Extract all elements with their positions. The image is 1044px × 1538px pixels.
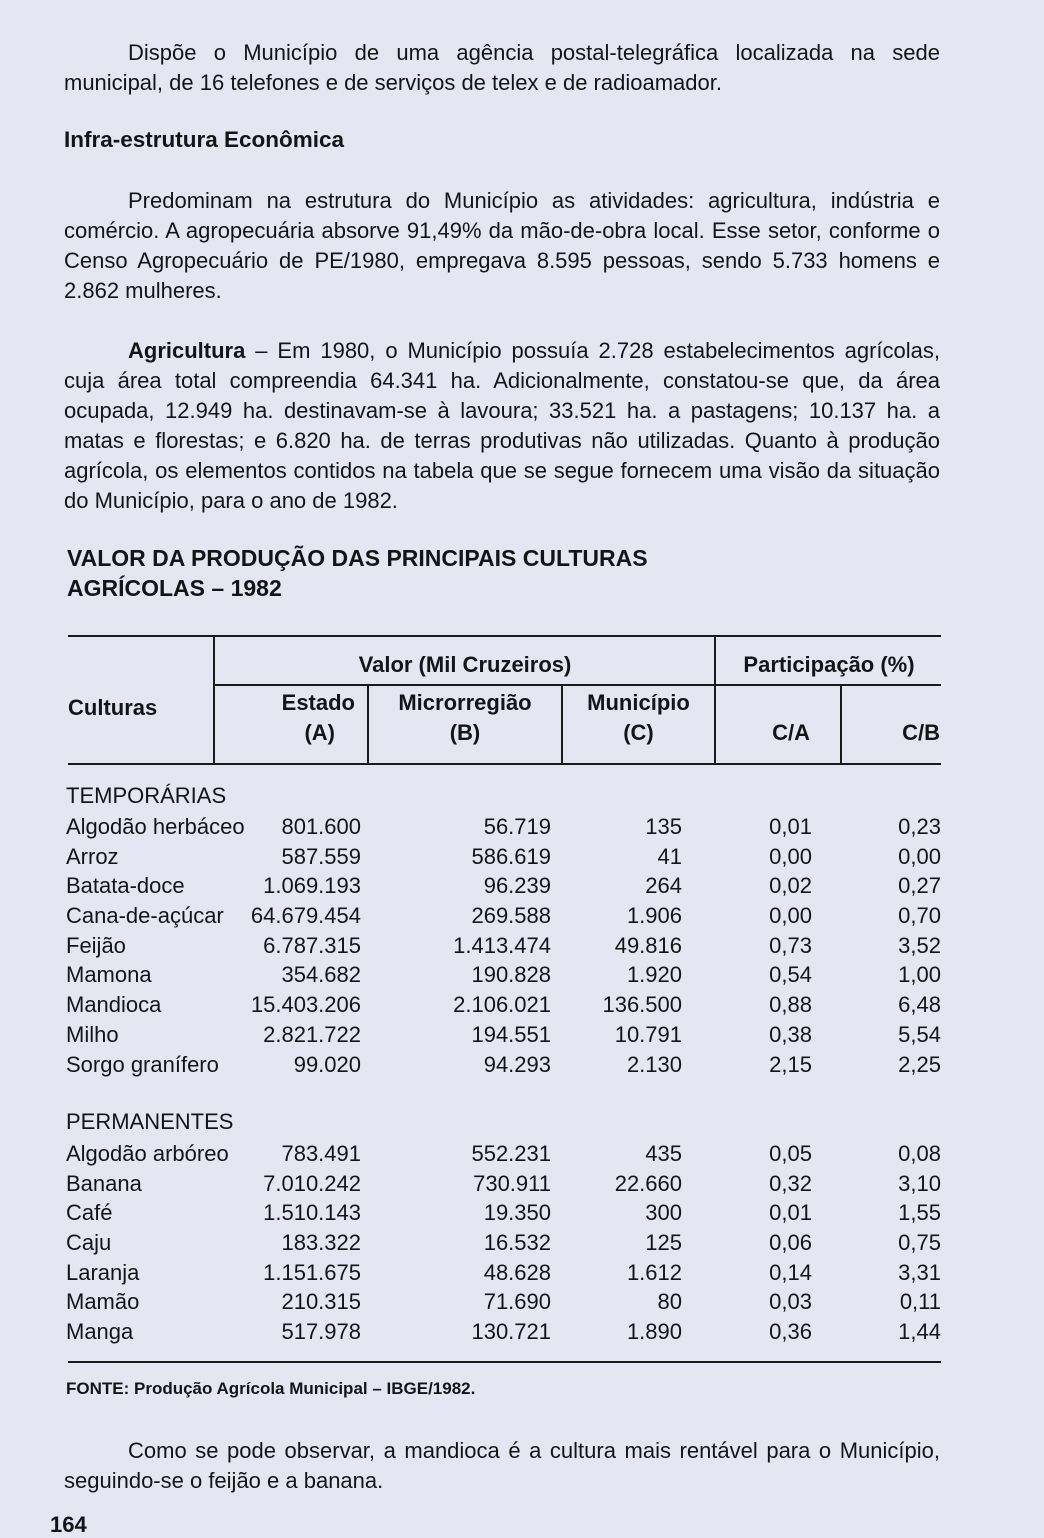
cell-municipio: 125 xyxy=(645,1230,682,1256)
cell-municipio: 136.500 xyxy=(602,992,682,1018)
agriculture-text: – Em 1980, o Município possuía 2.728 estabelecimentos agrícolas, cuja área total compreendia 64.341 ha. Adicionalmente, constatou-se que, da área ocupada, 12.949 ha. destinavam-se à lavoura; 33.521 ha. a pastagens; 10.137 ha. a matas e florestas; e 6.820 ha. de terras produtivas não utilizadas. Quanto à produção agrícola, os elementos contidos na tabela que se segue fornecem uma visão da situação do Município, para o ano de 1982. xyxy=(64,338,940,513)
cell-cb: 0,27 xyxy=(898,873,941,899)
cell-cultura: Cana-de-açúcar xyxy=(66,903,224,929)
cell-cb: 1,00 xyxy=(898,962,941,988)
cell-municipio: 2.130 xyxy=(626,1051,682,1077)
cell-estado: 1.151.675 xyxy=(263,1259,361,1285)
cell-micro: 552.231 xyxy=(471,1141,551,1166)
cell-estado: 801.600 xyxy=(281,814,361,839)
cell-municipio: 1.920 xyxy=(626,962,682,988)
table-row xyxy=(0,1139,1044,1169)
cell-micro: 94.293 xyxy=(483,1051,551,1077)
cell-cultura: Feijão xyxy=(66,932,126,958)
closing-paragraph xyxy=(64,1436,940,1496)
cell-cultura: Mandioca xyxy=(66,992,162,1018)
cell-estado: 99.020 xyxy=(293,1051,361,1077)
intro-paragraph xyxy=(64,38,940,98)
table-row xyxy=(0,1287,1044,1317)
cell-estado: 354.682 xyxy=(281,962,361,988)
header-ca: C/A xyxy=(772,720,810,745)
cell-micro: 2.106.021 xyxy=(453,992,551,1018)
cell-estado: 1.069.193 xyxy=(263,873,361,899)
cell-micro: 56.719 xyxy=(483,814,551,839)
economy-paragraph xyxy=(64,186,940,306)
section-heading: Infra-estrutura Econômica xyxy=(64,127,345,152)
cell-municipio: 1.890 xyxy=(626,1319,682,1345)
cell-cultura: Batata-doce xyxy=(66,873,185,899)
cell-estado: 7.010.242 xyxy=(263,1170,361,1196)
cell-micro: 19.350 xyxy=(483,1200,551,1226)
cell-cb: 0,00 xyxy=(898,843,941,869)
table-row xyxy=(0,1228,1044,1258)
table-row xyxy=(0,931,1044,961)
table-row xyxy=(0,990,1044,1020)
cell-micro: 190.828 xyxy=(471,962,551,988)
cell-cb: 2,25 xyxy=(898,1051,941,1077)
agriculture-lead: Agricultura xyxy=(128,338,246,363)
table-row xyxy=(0,842,1044,872)
cell-cultura: Algodão herbáceo xyxy=(66,814,245,839)
cell-municipio: 1.906 xyxy=(626,903,682,929)
cell-ca: 2,15 xyxy=(769,1051,812,1077)
cell-ca: 0,32 xyxy=(769,1170,812,1196)
table-row xyxy=(0,901,1044,931)
cell-cb: 1,55 xyxy=(898,1200,941,1226)
table-top-rule xyxy=(68,635,941,637)
cell-cb: 0,70 xyxy=(898,903,941,929)
cell-cultura: Café xyxy=(66,1200,113,1226)
table-row xyxy=(0,1020,1044,1050)
cell-cb: 0,08 xyxy=(898,1141,941,1166)
cell-cultura: Caju xyxy=(66,1230,112,1256)
cell-cultura: Algodão arbóreo xyxy=(66,1141,229,1166)
header-microrregiao-label: Microrregião xyxy=(398,690,532,715)
cell-ca: 0,73 xyxy=(769,932,812,958)
agriculture-paragraph xyxy=(64,336,940,516)
cell-cb: 3,31 xyxy=(898,1259,941,1285)
cell-micro: 730.911 xyxy=(473,1170,551,1196)
cell-cb: 1,44 xyxy=(898,1319,941,1345)
cell-municipio: 135 xyxy=(645,814,682,839)
cell-municipio: 49.816 xyxy=(614,932,682,958)
cell-municipio: 80 xyxy=(657,1289,682,1315)
intro-paragraph-text: Dispõe o Município de uma agência postal-telegráfica localizada na sede municipal, de 16 telefones e de serviços de telex e de radioamador. xyxy=(64,40,940,95)
cell-cb: 0,11 xyxy=(899,1289,941,1315)
temporarias-rows xyxy=(0,812,1044,1079)
cell-micro: 130.721 xyxy=(471,1319,551,1345)
cell-estado: 783.491 xyxy=(281,1141,361,1166)
table-row xyxy=(0,812,1044,842)
cell-ca: 0,88 xyxy=(769,992,812,1018)
section-permanentes: PERMANENTES xyxy=(66,1109,234,1134)
cell-ca: 0,54 xyxy=(769,962,812,988)
cell-cb: 3,52 xyxy=(898,932,941,958)
cell-municipio: 41 xyxy=(657,843,682,869)
cell-ca: 0,00 xyxy=(769,843,812,869)
cell-estado: 210.315 xyxy=(281,1289,361,1315)
cell-cultura: Mamão xyxy=(66,1289,140,1315)
header-culturas: Culturas xyxy=(68,695,158,720)
cell-micro: 194.551 xyxy=(471,1021,551,1047)
table-row xyxy=(0,960,1044,990)
cell-cultura: Mamona xyxy=(66,962,152,988)
cell-cb: 6,48 xyxy=(898,992,941,1018)
table-title xyxy=(67,543,827,603)
cell-ca: 0,38 xyxy=(769,1021,812,1047)
cell-estado: 183.322 xyxy=(281,1230,361,1256)
cell-ca: 0,14 xyxy=(769,1259,812,1285)
section-temporarias: TEMPORÁRIAS xyxy=(66,783,227,808)
permanentes-rows xyxy=(0,1139,1044,1347)
table-row xyxy=(0,1169,1044,1199)
table-title-line-2: AGRÍCOLAS – 1982 xyxy=(67,575,282,601)
cell-cultura: Milho xyxy=(66,1021,119,1047)
cell-micro: 48.628 xyxy=(483,1259,551,1285)
header-municipio xyxy=(563,688,714,748)
cell-micro: 71.690 xyxy=(483,1289,551,1315)
cell-cultura: Laranja xyxy=(66,1259,140,1285)
table-row xyxy=(0,1317,1044,1347)
economy-paragraph-text: Predominam na estrutura do Município as atividades: agricultura, indústria e comércio. A agropecuária absorve 91,49% da mão-de-obra local. Esse setor, conforme o Censo Agropecuário de PE/1980, empregava 8.595 pessoas, sendo 5.733 homens e 2.862 mulheres. xyxy=(64,188,940,303)
table-source: FONTE: Produção Agrícola Municipal – IBGE/1982. xyxy=(66,1379,476,1398)
cell-cultura: Banana xyxy=(66,1170,142,1196)
cell-municipio: 264 xyxy=(645,873,682,899)
cell-micro: 96.239 xyxy=(483,873,551,899)
cell-ca: 0,01 xyxy=(769,814,812,839)
cell-ca: 0,03 xyxy=(769,1289,812,1315)
cell-ca: 0,02 xyxy=(769,873,812,899)
cell-ca: 0,06 xyxy=(769,1230,812,1256)
cell-cultura: Manga xyxy=(66,1319,134,1345)
table-row xyxy=(0,871,1044,901)
cell-estado: 6.787.315 xyxy=(263,932,361,958)
cell-estado: 587.559 xyxy=(281,843,361,869)
cell-estado: 517.978 xyxy=(281,1319,361,1345)
cell-estado: 1.510.143 xyxy=(263,1200,361,1226)
cell-cultura: Sorgo granífero xyxy=(66,1051,219,1077)
header-municipio-label: Município xyxy=(587,690,690,715)
cell-ca: 0,01 xyxy=(769,1200,812,1226)
cell-cultura: Arroz xyxy=(66,843,119,869)
header-estado-label: Estado xyxy=(281,690,355,715)
cell-micro: 586.619 xyxy=(471,843,551,869)
cell-municipio: 1.612 xyxy=(626,1259,682,1285)
table-row xyxy=(0,1258,1044,1288)
cell-cb: 5,54 xyxy=(898,1021,941,1047)
header-estado xyxy=(215,688,355,748)
table-row xyxy=(0,1050,1044,1080)
cell-municipio: 22.660 xyxy=(614,1170,682,1196)
table-title-line-1: VALOR DA PRODUÇÃO DAS PRINCIPAIS CULTURAS xyxy=(67,545,648,571)
header-microrregiao-code: (B) xyxy=(449,720,481,745)
header-participacao: Participação (%) xyxy=(743,652,915,677)
header-valor: Valor (Mil Cruzeiros) xyxy=(358,652,572,677)
cell-cb: 0,75 xyxy=(898,1230,941,1256)
cell-ca: 0,05 xyxy=(769,1141,812,1166)
cell-micro: 1.413.474 xyxy=(453,932,551,958)
cell-micro: 16.532 xyxy=(483,1230,551,1256)
cell-municipio: 10.791 xyxy=(614,1021,682,1047)
table-header-rule xyxy=(68,763,941,765)
cell-estado: 15.403.206 xyxy=(250,992,361,1018)
cell-municipio: 300 xyxy=(645,1200,682,1226)
cell-municipio: 435 xyxy=(645,1141,682,1166)
cell-ca: 0,36 xyxy=(769,1319,812,1345)
header-microrregiao xyxy=(369,688,561,748)
header-municipio-code: (C) xyxy=(623,720,654,745)
cell-estado: 64.679.454 xyxy=(250,903,361,929)
page-number: 164 xyxy=(50,1512,87,1537)
table-bottom-rule xyxy=(68,1361,941,1363)
table-group-rule xyxy=(214,684,941,686)
cell-estado: 2.821.722 xyxy=(263,1021,361,1047)
cell-micro: 269.588 xyxy=(471,903,551,929)
header-estado-code: (A) xyxy=(304,720,335,745)
cell-cb: 3,10 xyxy=(898,1170,941,1196)
closing-paragraph-text: Como se pode observar, a mandioca é a cultura mais rentável para o Município, seguindo-se o feijão e a banana. xyxy=(64,1438,940,1493)
cell-ca: 0,00 xyxy=(769,903,812,929)
cell-cb: 0,23 xyxy=(898,814,941,839)
header-cb: C/B xyxy=(902,720,940,745)
table-row xyxy=(0,1198,1044,1228)
